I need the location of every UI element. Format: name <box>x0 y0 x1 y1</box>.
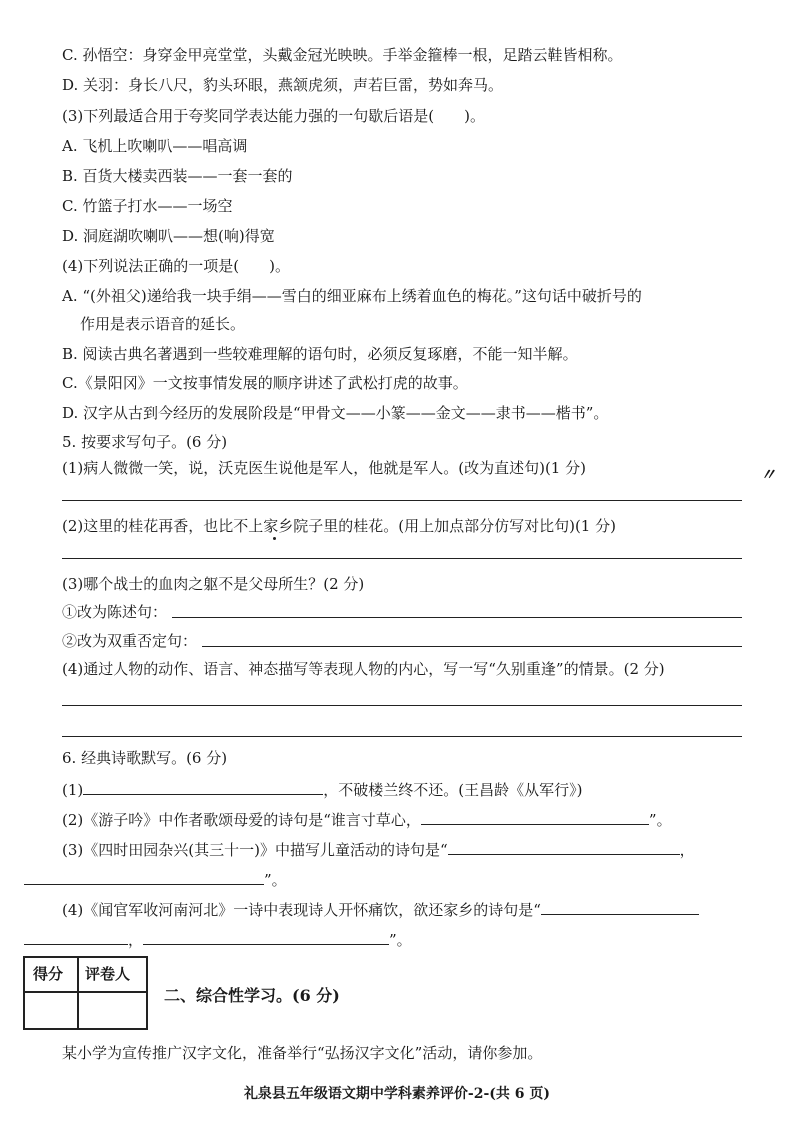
score-label: 得分 <box>33 965 64 983</box>
q4-3-option-a: A. 飞机上吹喇叭——唱高调 <box>62 137 248 155</box>
q4-3-option-b: B. 百货大楼卖西装——一套一套的 <box>62 167 293 185</box>
q5-title: 5. 按要求写句子。(6 分) <box>62 433 228 451</box>
q4-4-option-c: C.《景阳冈》一文按事情发展的顺序讲述了武松打虎的故事。 <box>62 374 468 392</box>
score-box-divider-vertical <box>77 958 79 1028</box>
q5-1-answer-line[interactable] <box>62 500 742 501</box>
q6-1-blank[interactable] <box>83 778 323 795</box>
q6-4-blank-3[interactable] <box>143 928 389 945</box>
q6-1-line <box>62 778 582 800</box>
q6-4-prefix: (4)《闻官军收河南河北》一诗中表现诗人开怀痛饮，欲还家乡的诗句是“ <box>62 901 541 919</box>
q6-3-prefix: (3)《四时田园杂兴(其三十一)》中描写儿童活动的诗句是“ <box>62 841 448 859</box>
q5-2-prompt: (2)这里的桂花再香，也比不上家乡院子里的桂花。(用上加点部分仿写对比句)(1 分) <box>62 517 616 535</box>
q4-3-stem: (3)下列最适合用于夸奖同学表达能力强的一句歇后语是( )。 <box>62 107 485 125</box>
q4-2-option-c: C. 孙悟空：身穿金甲亮堂堂，头戴金冠光映映。手举金箍棒一根，足踏云鞋皆相称。 <box>62 46 623 64</box>
q5-3a-answer-line[interactable] <box>172 617 742 618</box>
q6-2-suffix: ”。 <box>648 811 672 829</box>
q6-2-line <box>62 808 672 830</box>
q6-3-suffix: ”。 <box>264 871 287 889</box>
q4-2-option-d: D. 关羽：身长八尺，豹头环眼，燕颔虎须，声若巨雷，势如奔马。 <box>62 76 504 94</box>
q4-4-option-a-line2: 作用是表示语音的延长。 <box>80 315 246 333</box>
q5-2-answer-line[interactable] <box>62 558 742 559</box>
q4-4-stem: (4)下列说法正确的一项是( )。 <box>62 257 290 275</box>
q6-2-prefix: (2)《游子吟》中作者歌颂母爱的诗句是“谁言寸草心， <box>62 811 421 829</box>
score-box-divider-horizontal <box>25 991 146 993</box>
emphasis-dot <box>273 537 276 540</box>
page-footer: 礼泉县五年级语文期中学科素养评价-2-(共 6 页) <box>243 1086 551 1102</box>
margin-mark: 〃 <box>760 465 777 484</box>
q6-4-line-2 <box>24 928 412 950</box>
q6-1-suffix: ，不破楼兰终不还。(王昌龄《从军行》) <box>323 781 583 799</box>
q5-3-prompt: (3)哪个战士的血肉之躯不是父母所生？(2 分) <box>62 575 365 593</box>
q6-4-line <box>62 898 699 920</box>
q6-1-prefix: (1) <box>62 781 84 799</box>
q6-3-line <box>62 838 695 860</box>
q6-3-comma: ， <box>679 841 695 859</box>
q4-4-option-a-line1: A. “(外祖父)递给我一块手绢——雪白的细亚麻布上绣着血色的梅花。”这句话中破折号的 <box>62 287 642 305</box>
section-2-title: 二、综合性学习。(6 分) <box>164 986 340 1005</box>
q5-1-prompt: (1)病人微微一笑，说，沃克医生说他是军人，他就是军人。(改为直述句)(1 分) <box>62 459 586 477</box>
score-box <box>23 956 148 1030</box>
q6-3-line-2 <box>24 868 287 890</box>
q5-3b-label: ②改为双重否定句： <box>62 632 198 650</box>
grader-label: 评卷人 <box>85 965 131 983</box>
q6-4-blank-2[interactable] <box>24 928 128 945</box>
q6-4-suffix: ”。 <box>389 931 412 949</box>
q5-3b-answer-line[interactable] <box>202 646 742 647</box>
q4-3-option-d: D. 洞庭湖吹喇叭——想(响)得宽 <box>62 227 275 245</box>
q4-3-option-c: C. 竹篮子打水——一场空 <box>62 197 233 215</box>
q5-4-prompt: (4)通过人物的动作、语言、神态描写等表现人物的内心，写一写“久别重逢”的情景。(2 分) <box>62 660 665 678</box>
q5-3a-label: ①改为陈述句： <box>62 603 168 621</box>
q6-4-blank-1[interactable] <box>541 898 699 915</box>
section-2-intro: 某小学为宣传推广汉字文化，准备举行“弘扬汉字文化”活动，请你参加。 <box>62 1044 543 1062</box>
q6-3-blank-1[interactable] <box>448 838 680 855</box>
q6-2-blank[interactable] <box>421 808 649 825</box>
q6-title: 6. 经典诗歌默写。(6 分) <box>62 749 228 767</box>
q4-4-option-d: D. 汉字从古到今经历的发展阶段是“甲骨文——小篆——金文——隶书——楷书”。 <box>62 404 609 422</box>
q6-3-blank-2[interactable] <box>24 868 264 885</box>
q5-4-answer-line-2[interactable] <box>62 736 742 737</box>
q6-4-comma-2: ， <box>128 931 144 949</box>
q5-4-answer-line-1[interactable] <box>62 705 742 706</box>
q4-4-option-b: B. 阅读古典名著遇到一些较难理解的语句时，必须反复琢磨，不能一知半解。 <box>62 345 578 363</box>
